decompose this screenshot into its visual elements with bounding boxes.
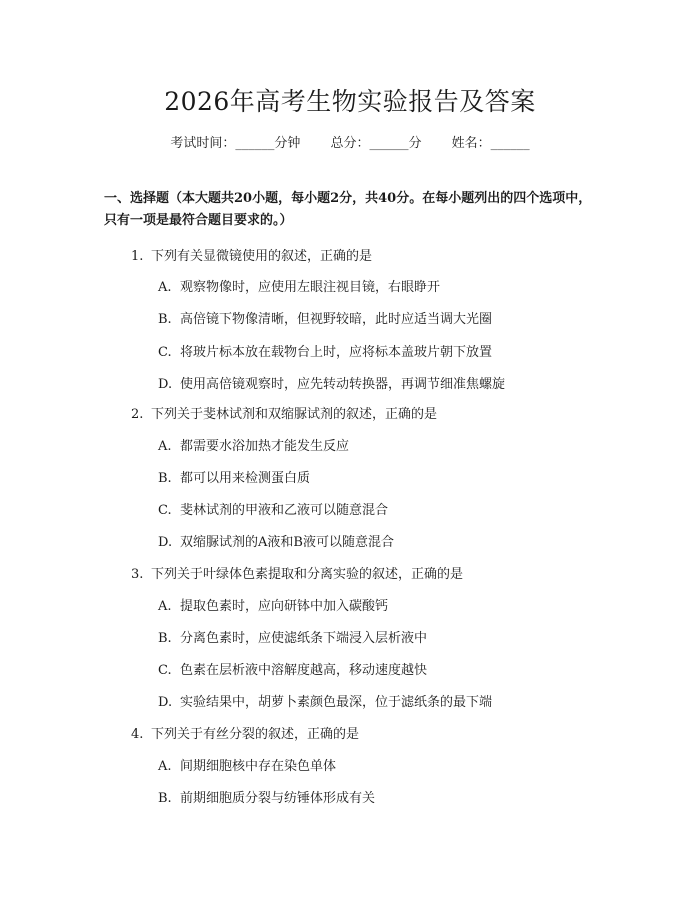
option-text: 使用高倍镜观察时，应先转动转换器，再调节细准焦螺旋: [180, 377, 506, 392]
option-text: 将玻片标本放在载物台上时，应将标本盖玻片朝下放置: [180, 345, 493, 360]
section-heading: 一、选择题（本大题共20小题，每小题2分，共40分。在每小题列出的四个选项中，只有一项是最符合题目要求的。）: [104, 191, 592, 228]
option-letter: D.: [158, 377, 173, 392]
question-number: 4.: [131, 727, 144, 742]
option-letter: C.: [158, 345, 172, 360]
total-score-field: 总分：______分: [330, 136, 422, 151]
option-text: 斐林试剂的甲液和乙液可以随意混合: [180, 503, 389, 518]
question-1-option-b: [158, 308, 492, 327]
question-text: 下列关于叶绿体色素提取和分离实验的叙述，正确的是: [151, 567, 464, 582]
question-1: [131, 245, 372, 264]
option-text: 分离色素时，应使滤纸条下端浸入层析液中: [180, 631, 428, 646]
question-2: [131, 403, 437, 422]
question-4-option-a: [158, 755, 336, 774]
question-number: 2.: [131, 407, 144, 422]
option-text: 高倍镜下物像清晰，但视野较暗，此时应适当调大光圈: [180, 312, 493, 327]
question-number: 1.: [131, 249, 144, 264]
option-letter: B.: [158, 791, 172, 806]
question-text: 下列关于有丝分裂的叙述，正确的是: [151, 727, 360, 742]
question-text: 下列关于斐林试剂和双缩脲试剂的叙述，正确的是: [151, 407, 438, 422]
option-letter: D.: [158, 695, 173, 710]
exam-time-field: 考试时间：______分钟: [170, 136, 301, 151]
question-3-option-c: [158, 659, 427, 678]
question-4: [131, 723, 359, 742]
option-letter: B.: [158, 312, 172, 327]
question-4-option-b: [158, 787, 375, 806]
option-text: 观察物像时，应使用左眼注视目镜，右眼睁开: [180, 280, 441, 295]
question-2-option-b: [158, 467, 310, 486]
option-letter: C.: [158, 503, 172, 518]
question-text: 下列有关显微镜使用的叙述，正确的是: [151, 249, 373, 264]
option-text: 双缩脲试剂的A液和B液可以随意混合: [180, 535, 394, 550]
question-3-option-d: [158, 691, 492, 710]
option-letter: B.: [158, 631, 172, 646]
question-number: 3.: [131, 567, 144, 582]
question-1-option-c: [158, 341, 492, 360]
question-1-option-d: [158, 373, 505, 392]
question-1-option-a: [158, 276, 440, 295]
option-text: 色素在层析液中溶解度越高，移动速度越快: [180, 663, 428, 678]
option-letter: A.: [158, 759, 172, 774]
exam-info-row: [0, 132, 700, 151]
option-text: 前期细胞质分裂与纺锤体形成有关: [180, 791, 376, 806]
option-text: 都需要水浴加热才能发生反应: [180, 439, 350, 454]
option-letter: D.: [158, 535, 173, 550]
option-text: 都可以用来检测蛋白质: [180, 471, 311, 486]
option-letter: C.: [158, 663, 172, 678]
option-letter: A.: [158, 599, 172, 614]
question-3: [131, 563, 463, 582]
option-text: 提取色素时，应向研钵中加入碳酸钙: [180, 599, 389, 614]
option-letter: A.: [158, 439, 172, 454]
question-3-option-a: [158, 595, 388, 614]
option-letter: A.: [158, 280, 172, 295]
question-2-option-c: [158, 499, 388, 518]
option-text: 间期细胞核中存在染色单体: [180, 759, 337, 774]
student-name-field: 姓名：______: [451, 136, 530, 151]
option-text: 实验结果中，胡萝卜素颜色最深，位于滤纸条的最下端: [180, 695, 493, 710]
question-2-option-a: [158, 435, 349, 454]
question-3-option-b: [158, 627, 427, 646]
option-letter: B.: [158, 471, 172, 486]
question-2-option-d: [158, 531, 394, 550]
page-title: 2026年高考生物实验报告及答案: [164, 87, 536, 116]
